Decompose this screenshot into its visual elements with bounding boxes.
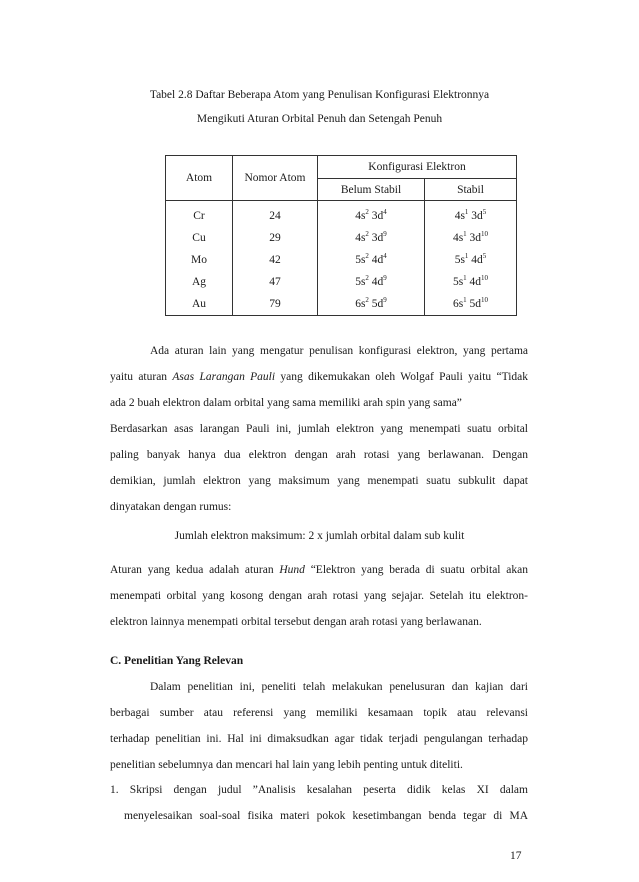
para3-line3: terhadap penelitian ini. Hal ini dimaksudkan agar tidak terjadi pengulangan terhadap <box>110 733 528 745</box>
para1-line3: ada 2 buah elektron dalam orbital yang sama memiliki arah spin yang sama” <box>110 397 462 409</box>
table-row <box>166 271 517 293</box>
cell-nomor: 42 <box>233 249 318 271</box>
para2-line3: elektron lainnya menempati orbital tersebut dengan arah rotasi yang berlawanan. <box>110 616 482 628</box>
header-nomor-atom: Nomor Atom <box>233 156 318 201</box>
para1-line7: dinyatakan dengan rumus: <box>110 501 232 513</box>
cell-stabil: $6s^1$ $5d^{10}$ <box>425 293 517 316</box>
cell-stabil: $5s^1$ $4d^5$ <box>425 249 517 271</box>
cell-belum-stabil: $4s^2$ $3d^9$ <box>318 227 425 249</box>
para3-line1: Dalam penelitian ini, peneliti telah melakukan penelusuran dan kajian dari <box>150 681 528 693</box>
list-item-1-line2: menyelesaikan soal-soal fisika materi pokok kesetimbangan benda tegar di MA <box>124 810 528 822</box>
table-row <box>166 293 517 316</box>
cell-atom: Mo <box>166 249 233 271</box>
para2-line1: Aturan yang kedua adalah aturan Hund “Elektron yang berada di suatu orbital akan <box>110 564 528 576</box>
cell-stabil: $5s^1$ $4d^{10}$ <box>425 271 517 293</box>
para3-line4: penelitian sebelumnya dan mencari hal lain yang lebih penting untuk diteliti. <box>110 759 463 771</box>
para2-line2: menempati orbital yang kosong dengan arah rotasi yang sejajar. Setelah itu elektron- <box>110 590 528 602</box>
cell-belum-stabil: $5s^2$ $4d^9$ <box>318 271 425 293</box>
cell-nomor: 24 <box>233 201 318 228</box>
page-number: 17 <box>510 850 522 862</box>
para1-line2: yaitu aturan Asas Larangan Pauli yang dikemukakan oleh Wolgaf Pauli yaitu “Tidak <box>110 371 528 383</box>
cell-stabil: $4s^1$ $3d^5$ <box>425 201 517 228</box>
header-stabil: Stabil <box>425 179 517 201</box>
formula-line: Jumlah elektron maksimum: 2 x jumlah orbital dalam sub kulit <box>174 530 465 542</box>
cell-nomor: 47 <box>233 271 318 293</box>
header-belum-stabil: Belum Stabil <box>318 179 425 201</box>
para1-line5: paling banyak hanya dua elektron dengan arah rotasi yang berlawanan. Dengan <box>110 449 528 461</box>
cell-belum-stabil: $5s^2$ $4d^4$ <box>318 249 425 271</box>
header-atom: Atom <box>166 156 233 201</box>
cell-stabil: $4s^1$ $3d^{10}$ <box>425 227 517 249</box>
cell-atom: Cr <box>166 201 233 228</box>
cell-belum-stabil: $6s^2$ $5d^9$ <box>318 293 425 316</box>
cell-nomor: 79 <box>233 293 318 316</box>
section-heading: C. Penelitian Yang Relevan <box>110 655 244 667</box>
table-row <box>166 227 517 249</box>
cell-nomor: 29 <box>233 227 318 249</box>
cell-atom: Cu <box>166 227 233 249</box>
table-caption-line1: Tabel 2.8 Daftar Beberapa Atom yang Penulisan Konfigurasi Elektronnya <box>149 89 490 101</box>
list-item-1-line1: 1. Skripsi dengan judul ”Analisis kesalahan peserta didik kelas XI dalam <box>110 784 528 796</box>
cell-atom: Ag <box>166 271 233 293</box>
cell-belum-stabil: $4s^2$ $3d^4$ <box>318 201 425 228</box>
para1-line4: Berdasarkan asas larangan Pauli ini, jumlah elektron yang menempati suatu orbital <box>110 423 528 435</box>
electron-configuration-table <box>165 155 517 316</box>
para1-line1: Ada aturan lain yang mengatur penulisan konfigurasi elektron, yang pertama <box>150 345 528 357</box>
para1-line6: demikian, jumlah elektron yang maksimum yang menempati suatu subkulit dapat <box>110 475 528 487</box>
table-caption-line2: Mengikuti Aturan Orbital Penuh dan Setengah Penuh <box>196 113 443 125</box>
table-row <box>166 249 517 271</box>
table-row <box>166 201 517 228</box>
cell-atom: Au <box>166 293 233 316</box>
header-konfigurasi: Konfigurasi Elektron <box>318 156 517 179</box>
para3-line2: berbagai sumber atau referensi yang memiliki kesamaan topik atau relevansi <box>110 707 528 719</box>
